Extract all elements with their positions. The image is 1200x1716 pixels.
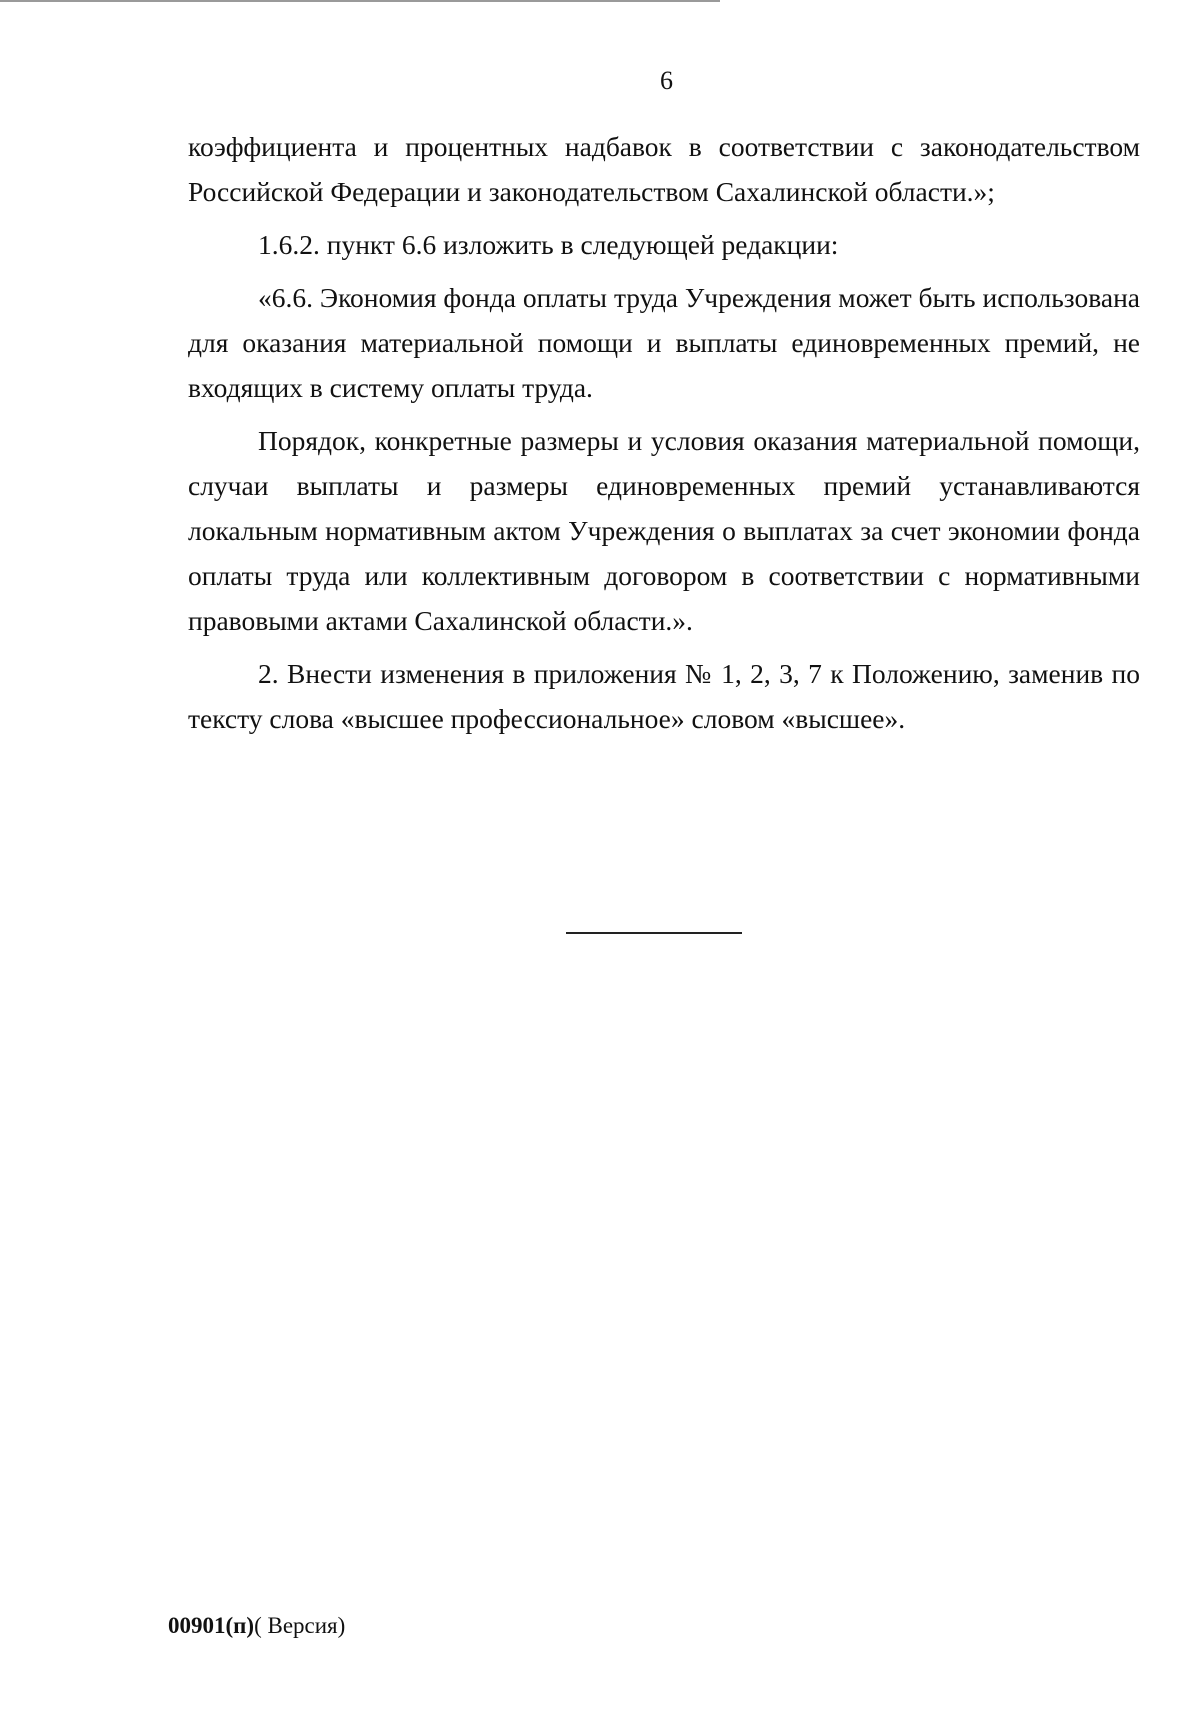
document-body: [188, 124, 1140, 741]
footer-code: 00901(п): [168, 1613, 255, 1638]
paragraph-item-2: 2. Внести изменения в приложения № 1, 2, 3, 7 к Положению, заменив по тексту слова «высшее профессиональное» словом «высшее».: [188, 658, 1140, 734]
end-of-text-rule: [566, 932, 742, 934]
footer-version: ( Версия): [254, 1613, 346, 1638]
scan-top-edge-line: [0, 0, 720, 2]
footer-document-code: [168, 1612, 345, 1640]
paragraph-procedure: Порядок, конкретные размеры и условия оказания материальной помощи, случаи выплаты и размеры единовременных премий устанавливаются локальным нормативным актом Учреждения о выплатах за счет экономии фонда оплаты труда или коллективным договором в соответствии с нормативными правовыми актами Сахалинской области.».: [188, 425, 1140, 636]
page-number: 6: [660, 66, 673, 95]
paragraph-item-6-6: «6.6. Экономия фонда оплаты труда Учреждения может быть использована для оказания материальной помощи и выплаты единовременных премий, не входящих в систему оплаты труда.: [188, 282, 1140, 403]
paragraph-continuation: коэффициента и процентных надбавок в соответствии с законодательством Российской Федерации и законодательством Сахалинской области.»;: [188, 131, 1140, 207]
paragraph-item-1-6-2: 1.6.2. пункт 6.6 изложить в следующей редакции:: [258, 229, 839, 260]
